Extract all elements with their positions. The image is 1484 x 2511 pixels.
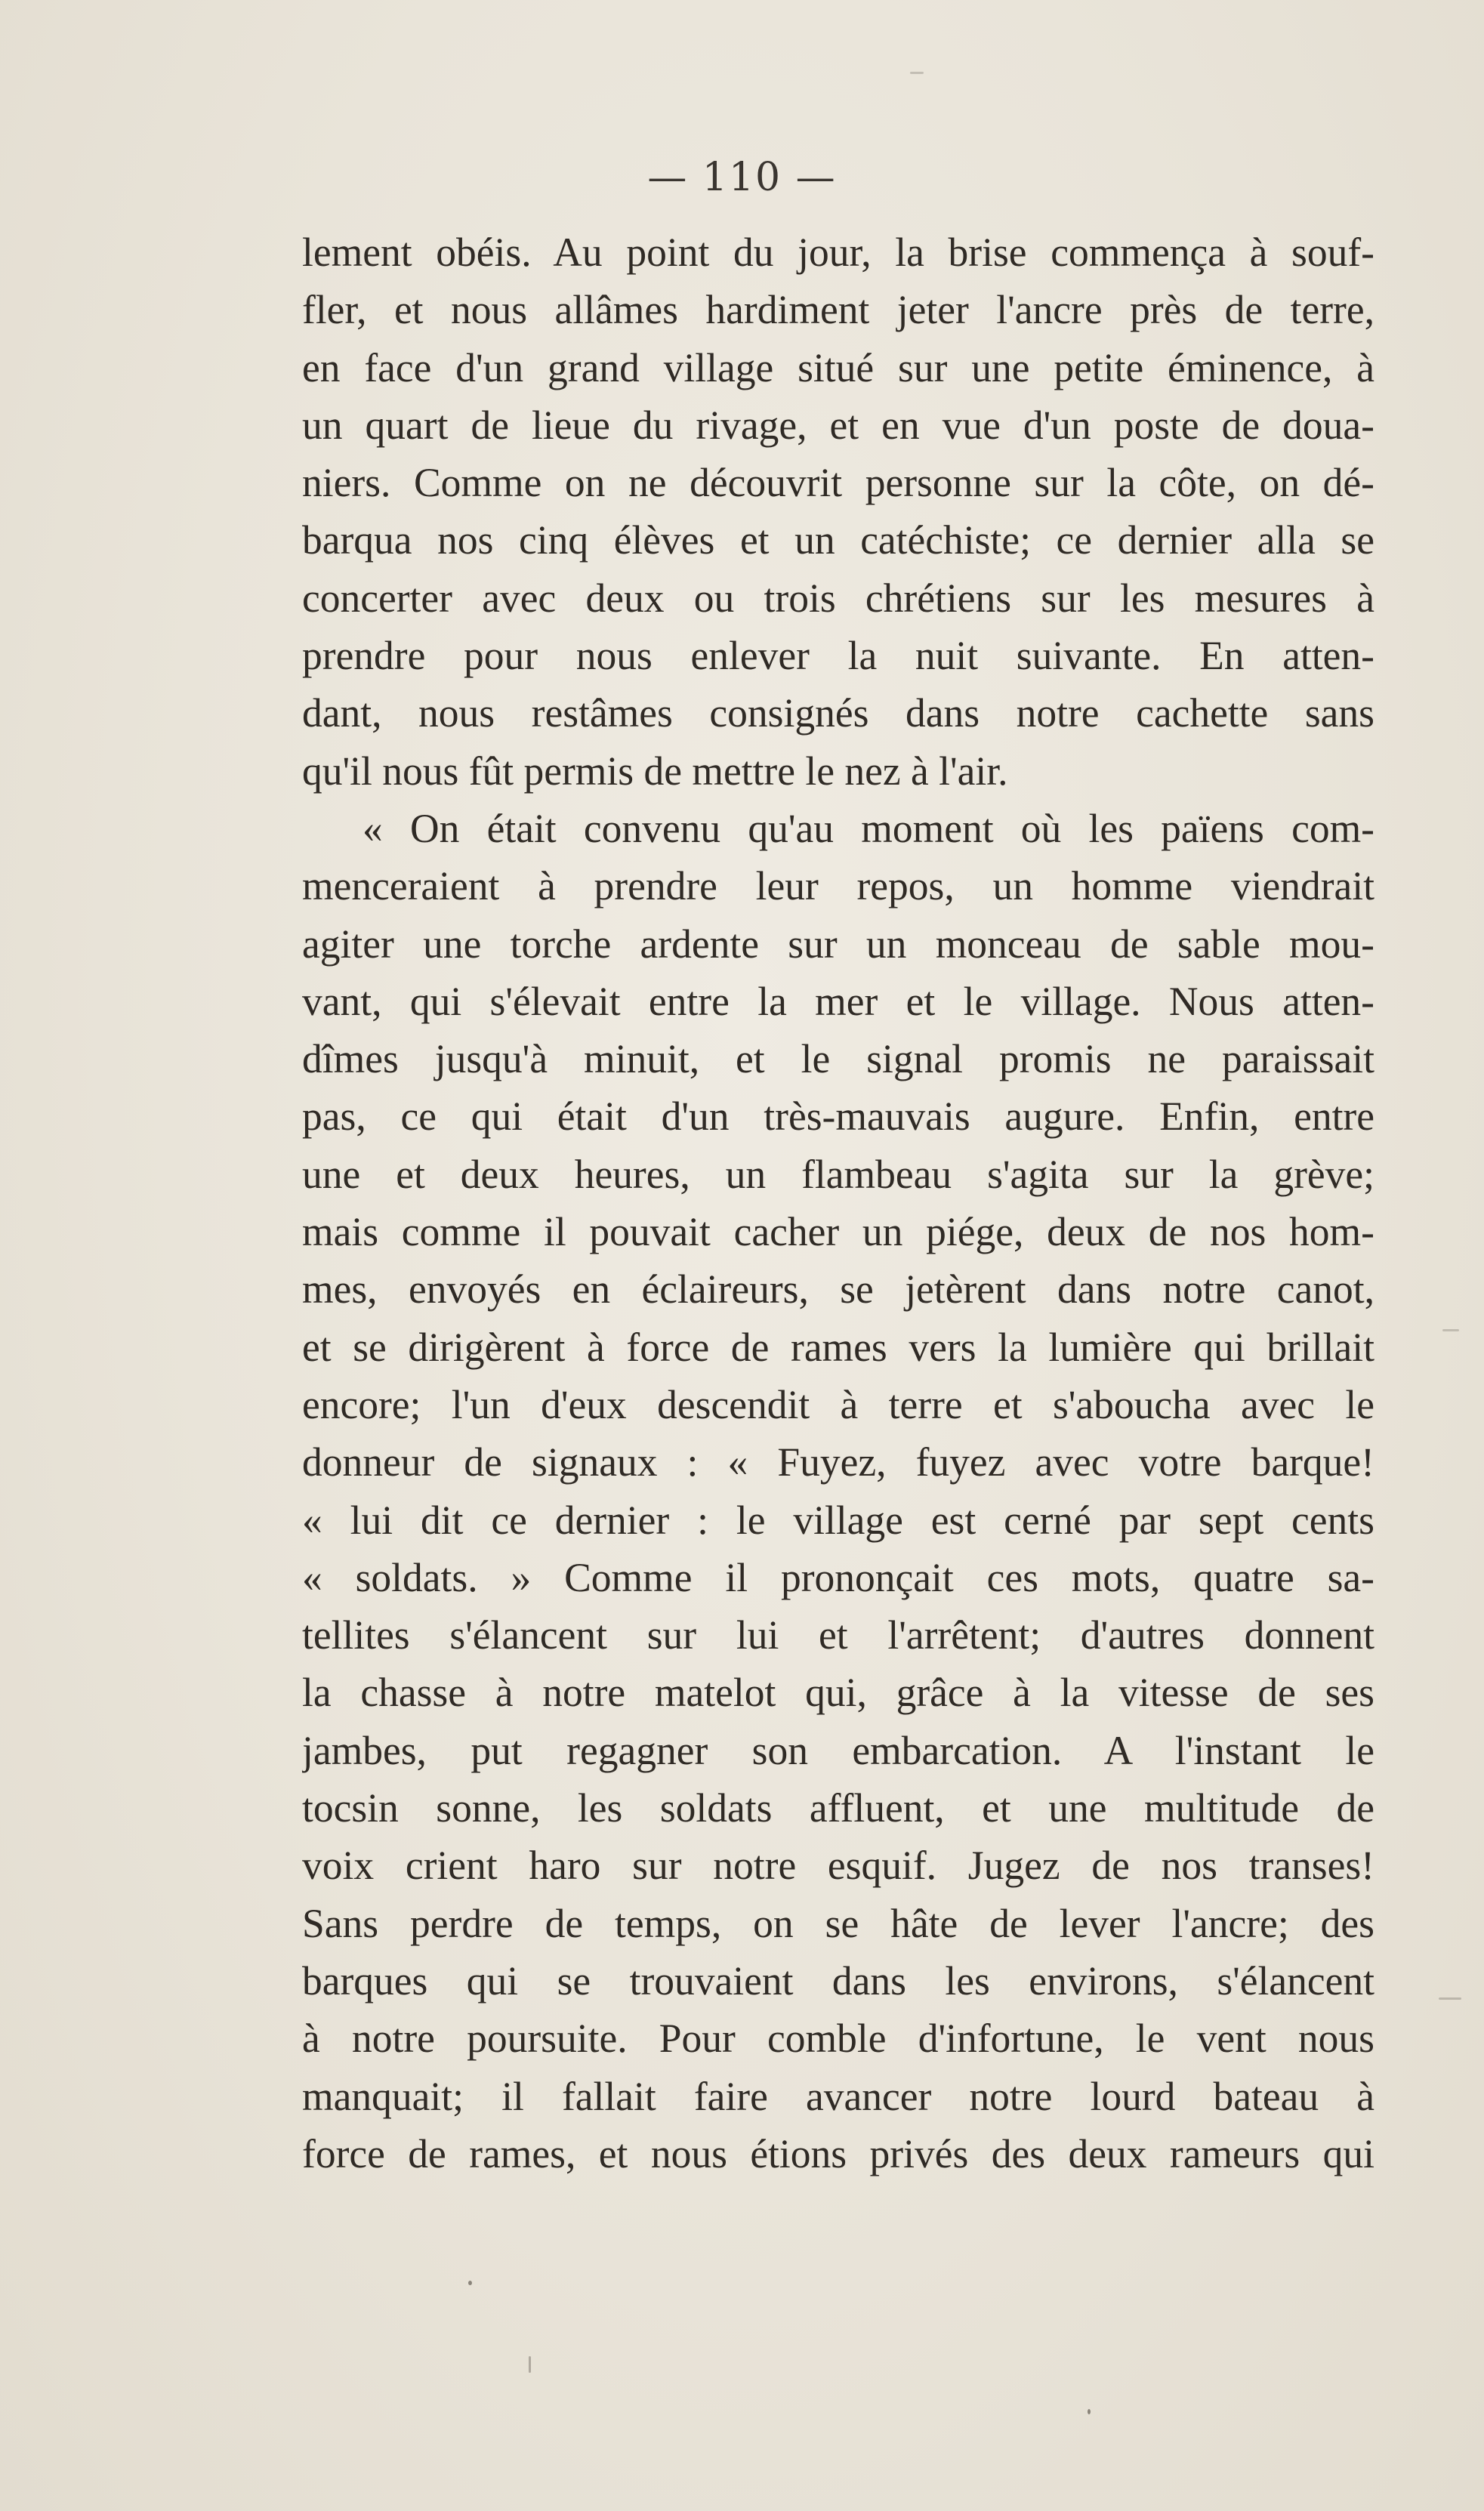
text-line: dîmes jusqu'à minuit, et le signal promis ne paraissait bbox=[302, 1036, 1374, 1082]
text-line: dant, nous restâmes consignés dans notre cachette sans bbox=[302, 690, 1374, 736]
text-line: qu'il nous fût permis de mettre le nez à l'air. bbox=[302, 748, 1008, 794]
body-text bbox=[302, 224, 1374, 2182]
text-line: vant, qui s'élevait entre la mer et le village. Nous atten- bbox=[302, 978, 1374, 1024]
text-line: tocsin sonne, les soldats affluent, et une multitude de bbox=[302, 1785, 1374, 1831]
text-line: concerter avec deux ou trois chrétiens sur les mesures à bbox=[302, 575, 1374, 621]
text-line: barques qui se trouvaient dans les environs, s'élancent bbox=[302, 1957, 1374, 2004]
text-line: donneur de signaux : « Fuyez, fuyez avec votre barque! bbox=[302, 1439, 1374, 1485]
text-line: menceraient à prendre leur repos, un homme viendrait bbox=[302, 863, 1374, 909]
text-line: jambes, put regagner son embarcation. A l'instant le bbox=[302, 1727, 1374, 1773]
text-line: « lui dit ce dernier : le village est cerné par sept cents bbox=[302, 1497, 1374, 1543]
paper-speck bbox=[468, 2281, 472, 2285]
text-line: une et deux heures, un flambeau s'agita sur la grève; bbox=[302, 1151, 1374, 1197]
paper-speck bbox=[1088, 2409, 1091, 2414]
text-line: prendre pour nous enlever la nuit suivante. En atten- bbox=[302, 633, 1374, 679]
text-line: « soldats. » Comme il prononçait ces mots, quatre sa- bbox=[302, 1554, 1374, 1600]
text-line: fler, et nous allâmes hardiment jeter l'ancre près de terre, bbox=[302, 287, 1374, 333]
text-line: voix crient haro sur notre esquif. Jugez de nos transes! bbox=[302, 1843, 1374, 1889]
text-line: lement obéis. Au point du jour, la brise commença à souf- bbox=[302, 230, 1374, 275]
text-line: « On était convenu qu'au moment où les païens com- bbox=[363, 805, 1374, 851]
text-line: mes, envoyés en éclaireurs, se jetèrent dans notre canot, bbox=[302, 1266, 1374, 1313]
text-line: à notre poursuite. Pour comble d'infortune, le vent nous bbox=[302, 2016, 1374, 2062]
text-line: agiter une torche ardente sur un monceau de sable mou- bbox=[302, 921, 1374, 967]
text-line: Sans perdre de temps, on se hâte de lever l'ancre; des bbox=[302, 1900, 1374, 1946]
text-line: et se dirigèrent à force de rames vers la lumière qui brillait bbox=[302, 1324, 1374, 1370]
paper-speck bbox=[1439, 1997, 1461, 2000]
text-line: encore; l'un d'eux descendit à terre et s'aboucha avec le bbox=[302, 1381, 1374, 1427]
text-line: un quart de lieue du rivage, et en vue d'un poste de doua- bbox=[302, 402, 1374, 448]
text-line: niers. Comme on ne découvrit personne sur la côte, on dé- bbox=[302, 460, 1374, 506]
text-line: tellites s'élancent sur lui et l'arrêtent; d'autres donnent bbox=[302, 1612, 1374, 1658]
text-line: manquait; il fallait faire avancer notre lourd bateau à bbox=[302, 2073, 1374, 2119]
paper-speck bbox=[910, 72, 924, 74]
text-line: la chasse à notre matelot qui, grâce à la vitesse de ses bbox=[302, 1670, 1374, 1716]
text-line: barqua nos cinq élèves et un catéchiste; ce dernier alla se bbox=[302, 517, 1374, 563]
text-line: pas, ce qui était d'un très-mauvais augure. Enfin, entre bbox=[302, 1094, 1374, 1140]
text-line: force de rames, et nous étions privés des deux rameurs qui bbox=[302, 2130, 1374, 2176]
page-number-header: — 110 — bbox=[647, 155, 837, 200]
text-line: mais comme il pouvait cacher un piége, deux de nos hom- bbox=[302, 1209, 1374, 1255]
paper-speck bbox=[529, 2356, 531, 2373]
text-line: en face d'un grand village situé sur une petite éminence, à bbox=[302, 344, 1374, 390]
paper-speck bbox=[1442, 1329, 1459, 1331]
